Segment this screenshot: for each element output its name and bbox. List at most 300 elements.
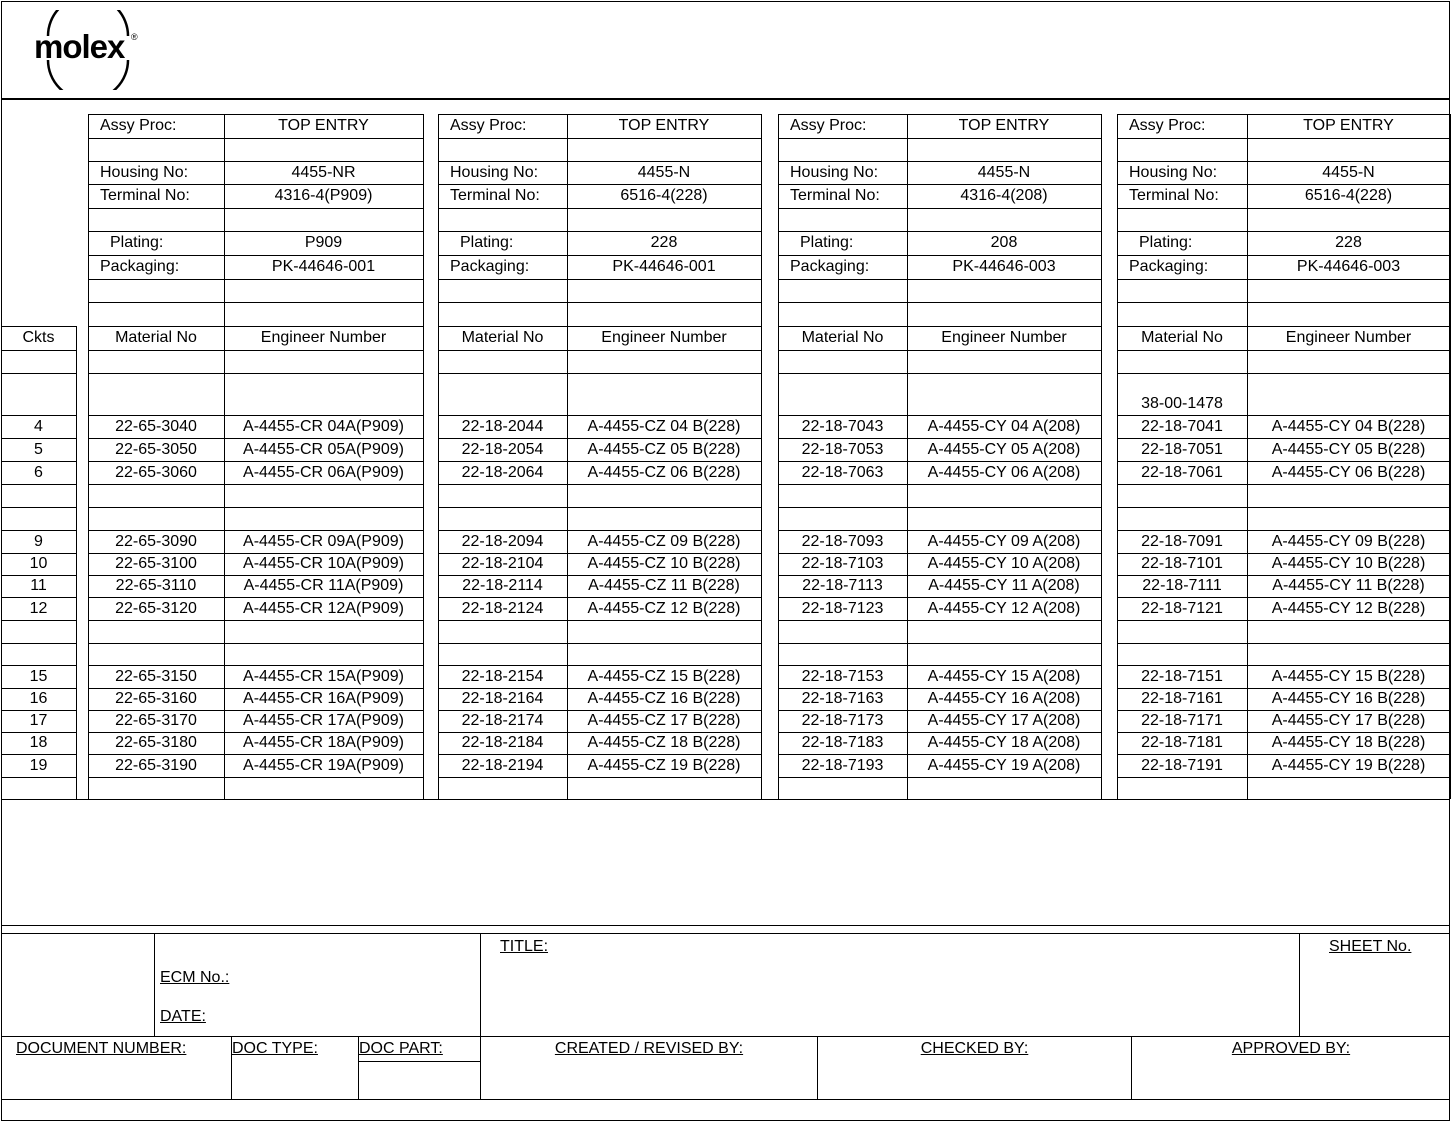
material-no: 22-18-7163 <box>801 690 884 707</box>
header-value-housing: 4455-N <box>1322 163 1375 181</box>
table-grid-line <box>1 575 76 576</box>
table-grid-line <box>1117 208 1450 209</box>
engineer-number: A-4455-CR 19A(P909) <box>243 756 404 774</box>
table-grid-line <box>1 620 76 621</box>
engineer-number: A-4455-CR 12A(P909) <box>243 599 404 617</box>
material-no: 22-65-3120 <box>115 599 197 617</box>
table-grid-line <box>1101 114 1102 799</box>
table-grid-line <box>1117 620 1450 621</box>
material-no: 22-18-7063 <box>801 463 884 481</box>
table-grid-line <box>88 255 423 256</box>
engineer-number: A-4455-CY 17 B(228) <box>1271 712 1426 729</box>
table-grid-line <box>1117 732 1450 733</box>
table-grid-line <box>1117 231 1450 232</box>
engineer-number: A-4455-CZ 12 B(228) <box>587 599 741 617</box>
material-no: 22-18-2114 <box>462 577 543 594</box>
table-grid-line <box>1 710 76 711</box>
table-grid-line <box>88 688 423 689</box>
table-grid-line <box>778 415 1101 416</box>
material-no: 22-18-7051 <box>1141 440 1223 458</box>
ckts-value: 15 <box>29 667 48 685</box>
table-grid-line <box>778 461 1101 462</box>
table-grid-line <box>438 114 761 115</box>
table-grid-line <box>778 208 1101 209</box>
engineer-number: A-4455-CY 15 A(208) <box>927 667 1081 685</box>
table-grid-line <box>1 665 76 666</box>
material-no: 22-18-7101 <box>1141 555 1223 572</box>
table-grid-line <box>1 484 76 485</box>
material-no-header: Material No <box>1141 329 1223 346</box>
engineer-number: A-4455-CZ 19 B(228) <box>587 756 741 774</box>
engineer-number: A-4455-CY 15 B(228) <box>1271 667 1426 685</box>
material-no: 22-65-3040 <box>115 417 197 435</box>
table-grid-line <box>778 688 1101 689</box>
engineer-number: A-4455-CZ 16 B(228) <box>587 690 741 707</box>
checked-by-label: CHECKED BY: <box>920 1040 1029 1057</box>
table-grid-line <box>88 530 423 531</box>
extra-material-no: 38-00-1478 <box>1141 395 1223 412</box>
header-value-assy: TOP ENTRY <box>1303 117 1394 134</box>
material-no-header: Material No <box>115 329 197 346</box>
molex-logo <box>28 10 143 90</box>
table-grid-line <box>1 350 76 351</box>
table-grid-line <box>1117 114 1450 115</box>
engineer-number-header: Engineer Number <box>1285 329 1412 346</box>
table-grid-line <box>1 754 76 755</box>
header-value-plating: P909 <box>304 234 343 251</box>
ckts-value: 4 <box>34 417 43 435</box>
table-grid-line <box>778 326 1101 327</box>
table-grid-line <box>438 438 761 439</box>
engineer-number: A-4455-CY 05 A(208) <box>927 440 1081 458</box>
table-grid-line <box>88 350 423 351</box>
engineer-number: A-4455-CR 05A(P909) <box>243 440 404 458</box>
engineer-number: A-4455-CR 18A(P909) <box>243 734 404 751</box>
table-grid-line <box>1117 507 1450 508</box>
table-grid-line <box>88 575 423 576</box>
ecm-label: ECM No.: <box>160 969 230 986</box>
title-block-row-line <box>1 1036 1450 1037</box>
header-value-housing: 4455-N <box>637 163 691 181</box>
engineer-number: A-4455-CZ 10 B(228) <box>587 555 741 572</box>
header-label-assy: Assy Proc: <box>450 117 527 134</box>
material-no: 22-18-7193 <box>801 756 884 774</box>
engineer-number: A-4455-CY 06 A(208) <box>927 463 1081 481</box>
material-no: 22-18-7183 <box>801 734 884 751</box>
engineer-number: A-4455-CY 18 B(228) <box>1271 734 1426 751</box>
engineer-number: A-4455-CR 16A(P909) <box>243 690 404 707</box>
ckts-value: 11 <box>30 577 47 594</box>
material-no: 22-65-3160 <box>115 690 197 707</box>
material-no: 22-18-7111 <box>1142 577 1222 594</box>
table-grid-line <box>88 484 423 485</box>
table-grid-line <box>88 302 423 303</box>
material-no: 22-18-2164 <box>461 690 544 707</box>
material-no: 22-65-3150 <box>115 667 197 685</box>
header-label-housing: Housing No: <box>450 163 539 181</box>
table-grid-line <box>438 507 761 508</box>
title-block-row-line <box>1 1099 1450 1100</box>
engineer-number: A-4455-CY 16 A(208) <box>927 690 1081 707</box>
header-label-housing: Housing No: <box>100 163 189 181</box>
table-grid-line <box>88 620 423 621</box>
table-grid-line <box>438 208 761 209</box>
date-label: DATE: <box>160 1008 206 1025</box>
header-value-terminal: 4316-4(P909) <box>274 187 373 204</box>
doc-part-underline <box>358 1061 480 1062</box>
material-no: 22-18-2174 <box>461 712 544 729</box>
table-grid-line <box>778 597 1101 598</box>
table-grid-line <box>438 643 761 644</box>
header-divider <box>1 98 1450 100</box>
table-grid-line <box>438 597 761 598</box>
ckts-value: 12 <box>29 599 48 617</box>
material-no: 22-65-3190 <box>115 756 197 774</box>
table-grid-line <box>1 688 76 689</box>
material-no: 22-65-3110 <box>115 577 197 594</box>
table-grid-line <box>1 438 76 439</box>
ckts-value: 5 <box>34 440 43 458</box>
material-no: 22-65-3090 <box>115 532 197 550</box>
engineer-number: A-4455-CY 05 B(228) <box>1271 440 1426 458</box>
engineer-number: A-4455-CY 19 B(228) <box>1271 756 1426 774</box>
engineer-number: A-4455-CY 04 A(208) <box>927 417 1081 435</box>
engineer-number: A-4455-CY 09 B(228) <box>1271 532 1426 550</box>
table-grid-line <box>88 710 423 711</box>
table-grid-line <box>438 777 761 778</box>
material-no: 22-18-2124 <box>461 599 544 617</box>
table-grid-line <box>778 710 1101 711</box>
header-value-plating: 228 <box>1335 234 1362 251</box>
table-grid-line <box>778 553 1101 554</box>
engineer-number: A-4455-CY 04 B(228) <box>1271 417 1426 435</box>
header-value-assy: TOP ENTRY <box>958 117 1050 134</box>
engineer-number: A-4455-CR 10A(P909) <box>243 555 404 572</box>
header-value-terminal: 6516-4(228) <box>620 187 708 204</box>
table-grid-line <box>88 754 423 755</box>
table-grid-line <box>778 184 1101 185</box>
engineer-number: A-4455-CY 09 A(208) <box>927 532 1081 550</box>
table-grid-line <box>1 461 76 462</box>
table-grid-line <box>88 461 423 462</box>
table-grid-line <box>778 530 1101 531</box>
header-value-terminal: 6516-4(228) <box>1304 187 1393 204</box>
table-grid-line <box>778 620 1101 621</box>
material-no: 22-65-3180 <box>115 734 197 751</box>
material-no: 22-18-2054 <box>461 440 544 458</box>
engineer-number: A-4455-CR 09A(P909) <box>243 532 404 550</box>
table-grid-line <box>778 732 1101 733</box>
table-grid-line <box>778 114 1101 115</box>
table-grid-line <box>438 688 761 689</box>
material-no: 22-18-2154 <box>461 667 544 685</box>
table-grid-line <box>438 350 761 351</box>
engineer-number: A-4455-CZ 05 B(228) <box>587 440 741 458</box>
material-no-header: Material No <box>461 329 544 346</box>
ckts-value: 16 <box>29 690 48 707</box>
table-grid-line <box>88 326 423 327</box>
table-grid-line <box>88 438 423 439</box>
engineer-number: A-4455-CY 16 B(228) <box>1271 690 1426 707</box>
header-value-packaging: PK-44646-003 <box>952 258 1056 275</box>
material-no: 22-18-7041 <box>1141 417 1223 435</box>
table-grid-line <box>1117 255 1450 256</box>
engineer-number: A-4455-CZ 04 B(228) <box>587 417 741 435</box>
table-grid-line <box>778 777 1101 778</box>
header-label-terminal: Terminal No: <box>100 187 190 204</box>
table-grid-line <box>1117 279 1450 280</box>
table-grid-line <box>1117 754 1450 755</box>
table-grid-line <box>1450 114 1451 799</box>
table-grid-line <box>778 302 1101 303</box>
table-grid-line <box>438 302 761 303</box>
table-grid-line <box>1 597 76 598</box>
ckts-value: 9 <box>34 532 43 550</box>
material-no: 22-18-7123 <box>801 599 884 617</box>
title-label: TITLE: <box>500 938 549 955</box>
header-label-plating: Plating: <box>800 234 854 251</box>
ckts-value: 6 <box>34 463 43 481</box>
header-label-assy: Assy Proc: <box>100 117 177 134</box>
title-block-divider <box>154 933 155 1037</box>
table-grid-line <box>1117 553 1450 554</box>
engineer-number: A-4455-CY 19 A(208) <box>927 756 1081 774</box>
table-grid-line <box>1117 161 1450 162</box>
table-grid-line <box>88 777 423 778</box>
table-grid-line <box>423 114 424 799</box>
header-label-terminal: Terminal No: <box>1129 187 1219 204</box>
table-grid-line <box>88 507 423 508</box>
header-label-housing: Housing No: <box>1129 163 1218 181</box>
header-label-packaging: Packaging: <box>450 258 530 275</box>
material-no: 22-18-2094 <box>461 532 544 550</box>
material-no: 22-65-3100 <box>115 555 197 572</box>
material-no: 22-65-3050 <box>115 440 197 458</box>
header-value-packaging: PK-44646-001 <box>271 258 376 275</box>
doc-type-label: DOC TYPE: <box>232 1040 318 1057</box>
table-grid-line <box>438 732 761 733</box>
table-grid-line <box>88 184 423 185</box>
engineer-number: A-4455-CY 12 B(228) <box>1271 599 1426 617</box>
material-no: 22-18-7121 <box>1141 599 1223 617</box>
table-grid-line <box>438 184 761 185</box>
table-grid-line <box>1 643 76 644</box>
table-grid-line <box>1117 461 1450 462</box>
table-grid-line <box>1 373 76 374</box>
engineer-number: A-4455-CY 06 B(228) <box>1271 463 1426 481</box>
doc-part-label: DOC PART: <box>359 1040 443 1057</box>
table-grid-line <box>88 208 423 209</box>
header-value-housing: 4455-N <box>977 163 1031 181</box>
header-label-plating: Plating: <box>110 234 164 251</box>
table-grid-line <box>88 665 423 666</box>
table-grid-line <box>1117 530 1450 531</box>
table-grid-line <box>76 326 77 799</box>
table-grid-line <box>438 373 761 374</box>
engineer-number: A-4455-CY 12 A(208) <box>927 599 1081 617</box>
material-no: 22-18-2064 <box>461 463 544 481</box>
engineer-number: A-4455-CR 15A(P909) <box>243 667 404 685</box>
engineer-number: A-4455-CY 11 A(208) <box>928 577 1080 594</box>
engineer-number: A-4455-CR 04A(P909) <box>243 417 404 435</box>
table-grid-line <box>438 620 761 621</box>
table-grid-line <box>778 279 1101 280</box>
table-grid-line <box>1117 302 1450 303</box>
table-grid-line <box>1117 710 1450 711</box>
engineer-number: A-4455-CZ 17 B(228) <box>587 712 741 729</box>
table-grid-line <box>778 665 1101 666</box>
registered-mark: ® <box>131 32 138 42</box>
engineer-number-header: Engineer Number <box>260 329 387 346</box>
table-grid-line <box>778 754 1101 755</box>
table-grid-line <box>778 507 1101 508</box>
ckts-header: Ckts <box>22 329 55 346</box>
table-grid-line <box>88 231 423 232</box>
header-label-assy: Assy Proc: <box>1129 117 1206 134</box>
table-grid-line <box>1 507 76 508</box>
table-grid-line <box>778 255 1101 256</box>
table-grid-line <box>1 326 76 327</box>
engineer-number: A-4455-CY 17 A(208) <box>927 712 1081 729</box>
title-block-divider <box>480 933 481 1099</box>
table-grid-line <box>778 138 1101 139</box>
ckts-value: 10 <box>29 555 48 572</box>
header-label-packaging: Packaging: <box>100 258 180 275</box>
ckts-value: 18 <box>29 734 48 751</box>
table-grid-line <box>1 732 76 733</box>
table-grid-line <box>1117 777 1450 778</box>
header-value-terminal: 4316-4(208) <box>960 187 1048 204</box>
engineer-number: A-4455-CY 10 A(208) <box>927 555 1081 572</box>
engineer-number: A-4455-CZ 11 B(228) <box>588 577 740 594</box>
table-grid-line <box>778 373 1101 374</box>
table-grid-line <box>1117 350 1450 351</box>
table-grid-line <box>778 161 1101 162</box>
engineer-number: A-4455-CY 11 B(228) <box>1272 577 1425 594</box>
logo-wordmark: molex <box>34 28 125 65</box>
table-grid-line <box>88 732 423 733</box>
table-grid-line <box>438 461 761 462</box>
header-value-assy: TOP ENTRY <box>278 117 369 134</box>
header-label-plating: Plating: <box>1139 234 1193 251</box>
table-grid-line <box>88 415 423 416</box>
header-label-terminal: Terminal No: <box>450 187 540 204</box>
material-no: 22-18-2194 <box>461 756 544 774</box>
header-value-plating: 208 <box>990 234 1018 251</box>
engineer-number: A-4455-CY 18 A(208) <box>927 734 1081 751</box>
material-no: 22-18-7173 <box>801 712 884 729</box>
engineer-number: A-4455-CZ 09 B(228) <box>587 532 741 550</box>
table-grid-line <box>1117 373 1450 374</box>
table-grid-line <box>1117 184 1450 185</box>
document-number-label: DOCUMENT NUMBER: <box>16 1040 187 1057</box>
header-value-packaging: PK-44646-001 <box>612 258 716 275</box>
title-block-top-line <box>1 925 1450 926</box>
table-grid-line <box>1117 575 1450 576</box>
table-grid-line <box>1117 484 1450 485</box>
header-label-housing: Housing No: <box>790 163 879 181</box>
table-grid-line <box>1117 597 1450 598</box>
table-grid-line <box>88 114 423 115</box>
material-no: 22-18-7103 <box>801 555 884 572</box>
table-grid-line <box>438 415 761 416</box>
material-no: 22-18-7171 <box>1141 712 1223 729</box>
table-grid-line <box>88 279 423 280</box>
material-no: 22-18-7151 <box>1141 667 1223 685</box>
table-grid-line <box>778 438 1101 439</box>
engineer-number: A-4455-CY 10 B(228) <box>1271 555 1426 572</box>
approved-by-label: APPROVED BY: <box>1231 1040 1351 1057</box>
table-grid-line <box>438 575 761 576</box>
title-block-divider <box>1299 933 1300 1037</box>
table-grid-line <box>438 484 761 485</box>
material-no: 22-18-2044 <box>461 417 544 435</box>
header-value-plating: 228 <box>650 234 678 251</box>
header-value-assy: TOP ENTRY <box>618 117 710 134</box>
material-no: 22-18-7113 <box>802 577 883 594</box>
table-grid-line <box>438 710 761 711</box>
table-grid-line <box>778 575 1101 576</box>
table-bottom-line <box>1 799 1450 800</box>
table-grid-line <box>438 530 761 531</box>
engineer-number: A-4455-CR 11A(P909) <box>243 577 404 594</box>
table-grid-line <box>438 138 761 139</box>
material-no: 22-18-7053 <box>801 440 884 458</box>
material-no: 22-18-7093 <box>801 532 884 550</box>
table-grid-line <box>1117 415 1450 416</box>
engineer-number: A-4455-CZ 06 B(228) <box>587 463 741 481</box>
table-grid-line <box>438 326 761 327</box>
material-no: 22-65-3170 <box>115 712 197 729</box>
engineer-number: A-4455-CZ 15 B(228) <box>587 667 741 685</box>
header-label-packaging: Packaging: <box>1129 258 1209 275</box>
table-grid-line <box>1117 643 1450 644</box>
material-no: 22-18-7153 <box>801 667 884 685</box>
table-grid-line <box>1117 688 1450 689</box>
table-grid-line <box>438 255 761 256</box>
engineer-number-header: Engineer Number <box>941 329 1067 346</box>
engineer-number: A-4455-CR 17A(P909) <box>243 712 404 729</box>
engineer-number: A-4455-CR 06A(P909) <box>243 463 404 481</box>
table-grid-line <box>1117 665 1450 666</box>
material-no: 22-18-7191 <box>1141 756 1223 774</box>
table-grid-line <box>778 231 1101 232</box>
table-grid-line <box>438 665 761 666</box>
table-grid-line <box>778 484 1101 485</box>
table-grid-line <box>1 553 76 554</box>
table-grid-line <box>778 643 1101 644</box>
table-grid-line <box>438 231 761 232</box>
header-label-plating: Plating: <box>460 234 514 251</box>
material-no: 22-18-7091 <box>1141 532 1223 550</box>
table-grid-line <box>88 643 423 644</box>
table-grid-line <box>438 754 761 755</box>
table-grid-line <box>1117 326 1450 327</box>
material-no: 22-18-7181 <box>1141 734 1223 751</box>
header-label-terminal: Terminal No: <box>790 187 880 204</box>
material-no: 22-18-2184 <box>461 734 544 751</box>
header-value-packaging: PK-44646-003 <box>1296 258 1401 275</box>
ckts-value: 19 <box>29 756 48 774</box>
table-grid-line <box>438 279 761 280</box>
table-grid-line <box>88 597 423 598</box>
material-no: 22-65-3060 <box>115 463 197 481</box>
table-grid-line <box>1 777 76 778</box>
table-grid-line <box>88 553 423 554</box>
sheet-label: SHEET No. <box>1329 938 1412 955</box>
engineer-number: A-4455-CZ 18 B(228) <box>587 734 741 751</box>
table-grid-line <box>1 530 76 531</box>
